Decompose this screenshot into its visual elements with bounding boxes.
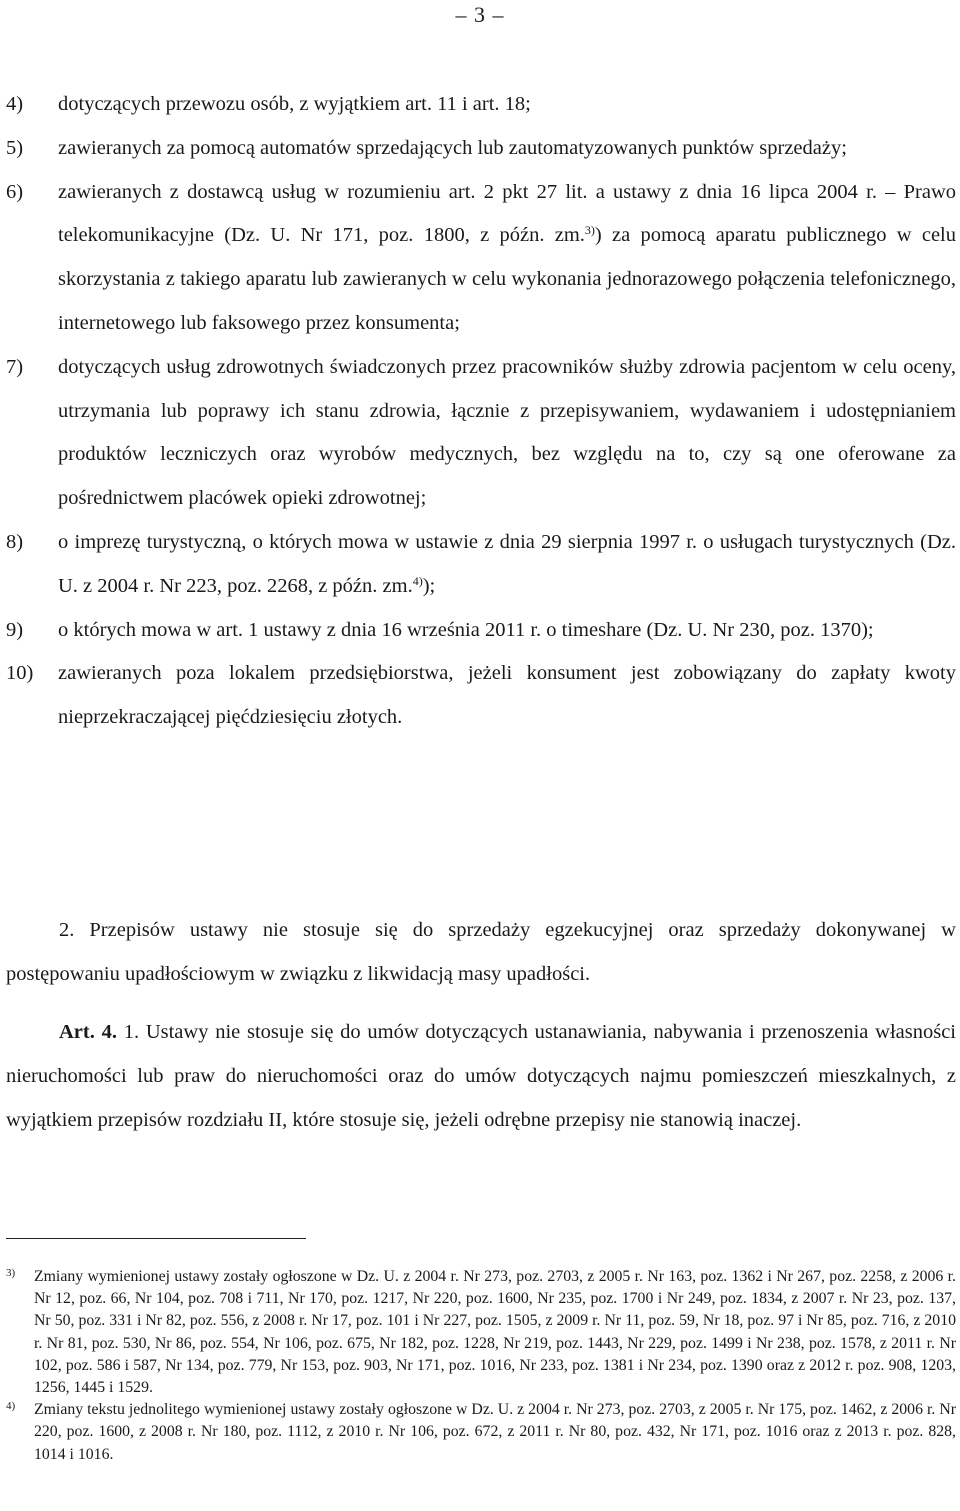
- list-item-number: 9): [6, 618, 24, 641]
- list-item-text-continued: ) za pomocą aparatu publicznego w celu skorzystania z takiego aparatu lub zawieranych w celu wykonania jednorazowego połączenia telefonicznego, internetowego lub faksowego przez konsumenta;: [58, 224, 957, 334]
- footnote-text: Zmiany tekstu jednolitego wymienionej ustawy zostały ogłoszone w Dz. U. z 2004 r. Nr 273, poz. 2703, z 2005 r. Nr 175, poz. 1462, z 2006 r. Nr 220, poz. 1600, z 2008 r. Nr 180, poz. 1112, z 2010 r. Nr 106, poz. 672, z 2011 r. Nr 80, poz. 432, Nr 171, poz. 1016 oraz z 2013 r. poz. 828, 1014 i 1016.: [34, 1401, 956, 1463]
- footnote-number: 4): [6, 1400, 16, 1413]
- exclusion-list: [6, 83, 956, 740]
- list-item-10: [6, 652, 956, 740]
- list-item-text: o imprezę turystyczną, o których mowa w ustawie z dnia 29 sierpnia 1997 r. o usługach turystycznych (Dz. U. z 2004 r. Nr 223, poz. 2268, z późn. zm.: [58, 530, 956, 597]
- list-item-text-continued: );: [422, 574, 436, 597]
- footnote-reference[interactable]: 4): [412, 573, 423, 588]
- article-4-paragraph: [6, 1011, 956, 1142]
- list-item-text: o których mowa w art. 1 ustawy z dnia 16 września 2011 r. o timeshare (Dz. U. Nr 230, poz. 1370);: [58, 618, 874, 641]
- article-label: Art. 4.: [59, 1021, 117, 1043]
- list-item-text: dotyczących przewozu osób, z wyjątkiem art. 11 i art. 18;: [58, 93, 531, 115]
- list-item-5: [6, 127, 956, 171]
- footnote-divider: [6, 1238, 306, 1239]
- list-item-number: 10): [6, 662, 34, 685]
- page-number: – 3 –: [455, 2, 505, 27]
- list-item-8: [6, 521, 956, 609]
- list-item-number: 7): [6, 355, 24, 378]
- list-item-text: zawieranych za pomocą automatów sprzedających lub zautomatyzowanych punktów sprzedaży;: [58, 136, 847, 159]
- footnote-reference[interactable]: 3): [584, 223, 595, 238]
- list-item-7: [6, 346, 956, 521]
- list-item-number: 4): [6, 93, 24, 115]
- list-item-number: 8): [6, 530, 24, 553]
- list-item-text: zawieranych poza lokalem przedsiębiorstwa, jeżeli konsument jest zobowiązany do zapłaty kwoty nieprzekraczającej pięćdziesięciu złotych.: [58, 662, 956, 729]
- footnote-3: [6, 1266, 956, 1399]
- list-item-4: [6, 83, 956, 127]
- list-item-text: dotyczących usług zdrowotnych świadczonych przez pracowników służby zdrowia pacjentom w celu oceny, utrzymania lub poprawy ich stanu zdrowia, łącznie z przepisywaniem, wydawaniem i udostępnianiem produktów leczniczych oraz wyrobów medycznych, bez względu na to, czy są one oferowane za pośrednictwem placówek opieki zdrowotnej;: [58, 355, 956, 510]
- article-text: 1. Ustawy nie stosuje się do umów dotyczących ustanawiania, nabywania i przenoszenia własności nieruchomości lub praw do nieruchomości oraz do umów dotyczących najmu pomieszczeń mieszkalnych, z wyjątkiem przepisów rozdziału II, które stosuje się, jeżeli odrębne przepisy nie stanowią inaczej.: [6, 1021, 956, 1131]
- list-item-6: [6, 171, 956, 346]
- footnote-4: [6, 1399, 956, 1466]
- paragraph-2: 2. Przepisów ustawy nie stosuje się do sprzedaży egzekucyjnej oraz sprzedaży dokonywanej w postępowaniu upadłościowym w związku z likwidacją masy upadłości.: [6, 919, 956, 985]
- footnotes: [6, 1266, 956, 1466]
- list-item-9: [6, 609, 956, 653]
- list-item-number: 6): [6, 180, 24, 203]
- footnote-text: Zmiany wymienionej ustawy zostały ogłoszone w Dz. U. z 2004 r. Nr 273, poz. 2703, z 2005 r. Nr 163, poz. 1362 i Nr 267, poz. 2258, z 2006 r. Nr 12, poz. 66, Nr 104, poz. 708 i 711, Nr 170, poz. 1217, Nr 220, poz. 1600, Nr 235, poz. 1700 i Nr 249, poz. 1834, z 2007 r. Nr 23, poz. 137, Nr 50, poz. 331 i Nr 82, poz. 556, z 2008 r. Nr 17, poz. 101 i Nr 227, poz. 1505, z 2009 r. Nr 11, poz. 59, Nr 18, poz. 97 i Nr 85, poz. 716, z 2010 r. Nr 81, poz. 530, Nr 86, poz. 554, Nr 106, poz. 675, Nr 182, poz. 1228, Nr 219, poz. 1443, Nr 229, poz. 1499 i Nr 238, poz. 1578, z 2011 r. Nr 102, poz. 586 i 587, Nr 134, poz. 779, Nr 153, poz. 903, Nr 171, poz. 1016, Nr 233, poz. 1381 i Nr 234, poz. 1390 oraz z 2012 r. poz. 908, 1203, 1256, 1445 i 1529.: [34, 1268, 956, 1397]
- list-item-text: zawieranych z dostawcą usług w rozumieniu art. 2 pkt 27 lit. a ustawy z dnia 16 lipca 2004 r. – Prawo telekomunikacyjne (Dz. U. Nr 171, poz. 1800, z późn. zm.: [58, 180, 956, 247]
- footnote-number: 3): [6, 1267, 16, 1279]
- list-item-number: 5): [6, 136, 24, 159]
